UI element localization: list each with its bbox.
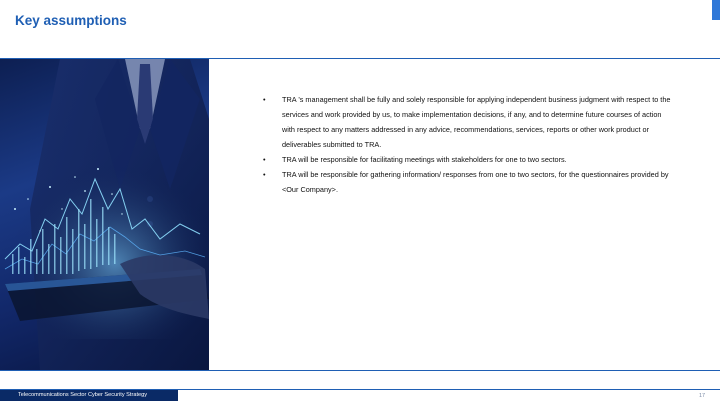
- bullet-text: TRA will be responsible for gathering information/ responses from one to two sectors, for the questionnaires provided by <Our Company>.: [282, 170, 669, 194]
- bullet-text: TRA ’s management shall be fully and solely responsible for applying independent business judgment with respect to the services and work provided by us, to make implementation decisions, if any, and to determine future courses of action with respect to any matters addressed in any advice, recommendations, services, reports or other work product or deliverables submitted to TRA.: [282, 95, 671, 149]
- page-number: 17: [699, 393, 706, 399]
- slide-title: Key assumptions: [15, 13, 127, 28]
- photo-illustration: [0, 59, 209, 371]
- list-item: [263, 92, 673, 152]
- bullet-marker: •: [263, 95, 266, 104]
- list-item: [263, 152, 673, 167]
- content-bottom-divider: [0, 370, 720, 371]
- business-data-photo: [0, 59, 209, 371]
- assumptions-list: [263, 92, 673, 197]
- list-item: [263, 167, 673, 197]
- bullet-text: TRA will be responsible for facilitating meetings with stakeholders for one to two sectors.: [282, 155, 567, 164]
- footer-title: Telecommunications Sector Cyber Security Strategy: [0, 390, 178, 401]
- bullet-marker: •: [263, 155, 266, 164]
- bullet-marker: •: [263, 170, 266, 179]
- corner-accent-bar: [712, 0, 720, 20]
